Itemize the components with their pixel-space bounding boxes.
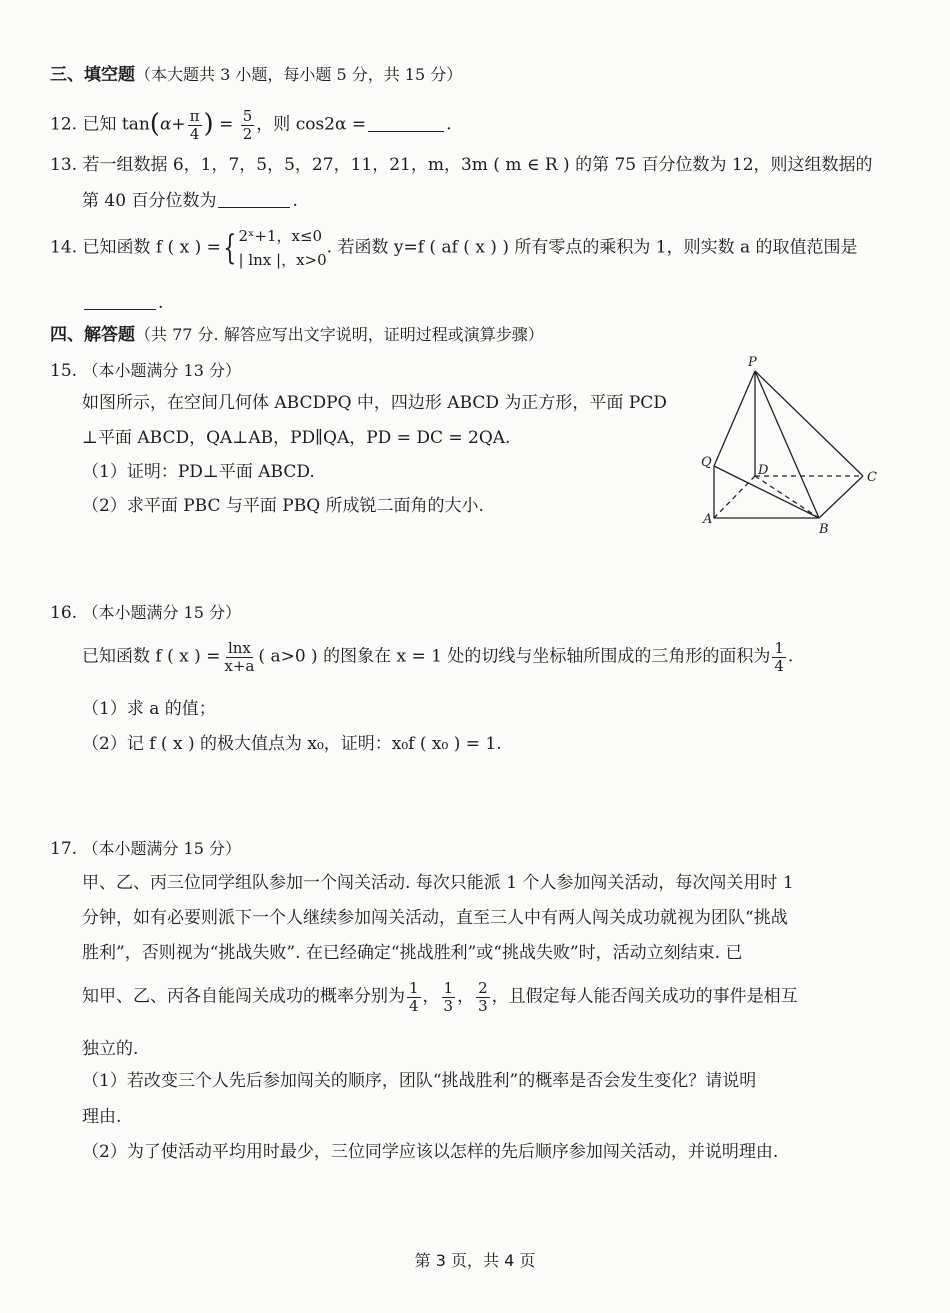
q17-part1-b: 理由. <box>82 1107 122 1127</box>
q12-eq: = <box>219 114 234 135</box>
q15-geometry-figure <box>695 350 885 540</box>
q17-part1-a: （1）若改变三个人先后参加闯关的顺序，团队“挑战胜利”的概率是否会发生变化？请说明 <box>82 1071 757 1091</box>
edge-DA <box>714 476 755 518</box>
q15-line1: 如图所示，在空间几何体 ABCDPQ 中，四边形 ABCD 为正方形，平面 PCD <box>82 393 667 413</box>
q12-pi-over-4: $\frac{\pi}{4}$ <box>189 107 200 143</box>
q17-line2: 分钟，如有必要则派下一个人继续参加闯关活动，直至三人中有两人闯关成功就视为团队“挑战 <box>82 908 788 928</box>
q16-fraction: $\frac{\ln x}{x+a}$ <box>224 639 255 675</box>
q14-case2: | lnx |，x>0 <box>238 251 327 269</box>
q12-five-halves: $\frac{5}{2}$ <box>242 107 253 143</box>
q12-number: 12. <box>50 114 78 135</box>
q14-cases <box>239 224 327 272</box>
q16-number: 16. <box>50 603 78 623</box>
q14-text-b: . 若函数 y=f ( af ( x ) ) 所有零点的乘积为 1，则实数 a 的取值范围是 <box>326 237 858 258</box>
question-13-line2 <box>82 190 298 212</box>
q17-score: （本小题满分 15 分） <box>82 839 241 858</box>
edge-BC <box>819 476 863 518</box>
label-C: C <box>867 470 877 485</box>
q17-prob-bing: $\frac{2}{3}$ <box>478 979 488 1015</box>
section3-title <box>50 64 462 86</box>
q12-end: . <box>446 114 452 135</box>
q12-text-a: 已知 tan <box>82 114 150 135</box>
q13-answer-blank[interactable] <box>218 193 290 208</box>
q16-text-b: ( a>0 ) 的图象在 x = 1 处的切线与坐标轴所围成的三角形的面积为 <box>258 646 771 667</box>
question-13-line1 <box>50 154 873 176</box>
q16-end: . <box>787 646 794 667</box>
q14-number: 14. <box>50 237 78 258</box>
section3-note: （本大题共 3 小题，每小题 5 分，共 15 分） <box>135 65 463 84</box>
q16-part1: （1）求 a 的值； <box>82 699 216 719</box>
label-P: P <box>748 355 757 370</box>
section4-title <box>50 324 544 346</box>
q15-line2: ⊥平面 ABCD，QA⊥AB，PD∥QA，PD = DC = 2QA. <box>82 428 511 448</box>
q14-brace: { <box>223 228 237 268</box>
label-A: A <box>703 512 713 527</box>
q17-line4-a: 知甲、乙、丙各自能闯关成功的概率分别为 <box>82 986 405 1007</box>
q17-line5: 独立的. <box>82 1039 139 1059</box>
q17-line4: 知甲、乙、丙各自能闯关成功的概率分别为 $\frac{1}{4}$ ， $\frac{1}{3}$ ， $\frac{2}{3}$ ，且假定每人能否闯关成功的事件是相互 <box>82 979 798 1015</box>
section4-heading: 四、解答题 <box>50 325 135 345</box>
question-14-line2 <box>82 292 163 314</box>
q16-part2: （2）记 f ( x ) 的极大值点为 x₀，证明：x₀f ( x₀ ) = 1. <box>82 734 502 754</box>
question-16-header <box>50 602 241 624</box>
q17-number: 17. <box>50 839 78 859</box>
q13-line2: 第 40 百分位数为 <box>82 191 217 211</box>
question-12 <box>50 108 452 142</box>
q15-number: 15. <box>50 361 78 381</box>
q17-part2: （2）为了使活动平均用时最少，三位同学应该以怎样的先后顺序参加闯关活动，并说明理由. <box>82 1142 779 1162</box>
q12-text-b: ，则 cos2α = <box>256 114 367 135</box>
q14-case1: 2ˣ+1，x≤0 <box>238 227 323 245</box>
q12-paren-close: ) <box>203 109 214 140</box>
edge-PQ <box>714 371 755 466</box>
q15-part1: （1）证明：PD⊥平面 ABCD. <box>82 462 315 482</box>
q12-alpha: α+ <box>159 114 186 135</box>
q15-score: （本小题满分 13 分） <box>82 361 241 380</box>
q17-line4-b: ，且假定每人能否闯关成功的事件是相互 <box>491 986 798 1007</box>
q14-end: . <box>158 293 164 313</box>
q16-score: （本小题满分 15 分） <box>82 603 241 622</box>
q17-prob-jia: $\frac{1}{4}$ <box>409 979 419 1015</box>
q15-part2: （2）求平面 PBC 与平面 PBQ 所成锐二面角的大小. <box>82 496 484 516</box>
q16-text-a: 已知函数 f ( x ) = <box>82 646 221 667</box>
question-14 <box>50 224 858 272</box>
label-Q: Q <box>701 455 712 470</box>
q17-line1: 甲、乙、丙三位同学组队参加一个闯关活动. 每次只能派 1 个人参加闯关活动，每次闯关用时 1 <box>82 873 794 893</box>
q17-prob-yi: $\frac{1}{3}$ <box>443 979 454 1015</box>
q16-statement <box>82 640 793 674</box>
q14-answer-blank[interactable] <box>84 295 156 310</box>
section4-note: （共 77 分. 解答应写出文字说明，证明过程或演算步骤） <box>135 325 544 344</box>
q13-number: 13. <box>50 155 78 175</box>
question-17-header <box>50 838 241 860</box>
question-15-header <box>50 360 241 382</box>
edge-PB <box>755 371 819 518</box>
edge-PC <box>755 371 863 476</box>
q16-area-fraction: $\frac{1}{4}$ <box>774 639 784 675</box>
label-B: B <box>819 522 829 537</box>
label-D: D <box>758 463 769 478</box>
q12-answer-blank[interactable] <box>368 117 444 132</box>
page-footer: 第 3 页，共 4 页 <box>414 1251 536 1270</box>
q13-end: . <box>292 191 298 211</box>
q14-text-a: 已知函数 f ( x ) = <box>82 237 221 258</box>
q12-paren-open: ( <box>149 109 160 140</box>
q13-line1: 若一组数据 6，1，7，5，5，27，11，21，m，3m ( m ∈ R ) 的第 75 百分位数为 12，则这组数据的 <box>82 155 873 175</box>
section3-heading: 三、填空题 <box>50 65 135 85</box>
q17-line3: 胜利”，否则视为“挑战失败”. 在已经确定“挑战胜利”或“挑战失败”时，活动立刻结束. 已 <box>82 943 743 963</box>
